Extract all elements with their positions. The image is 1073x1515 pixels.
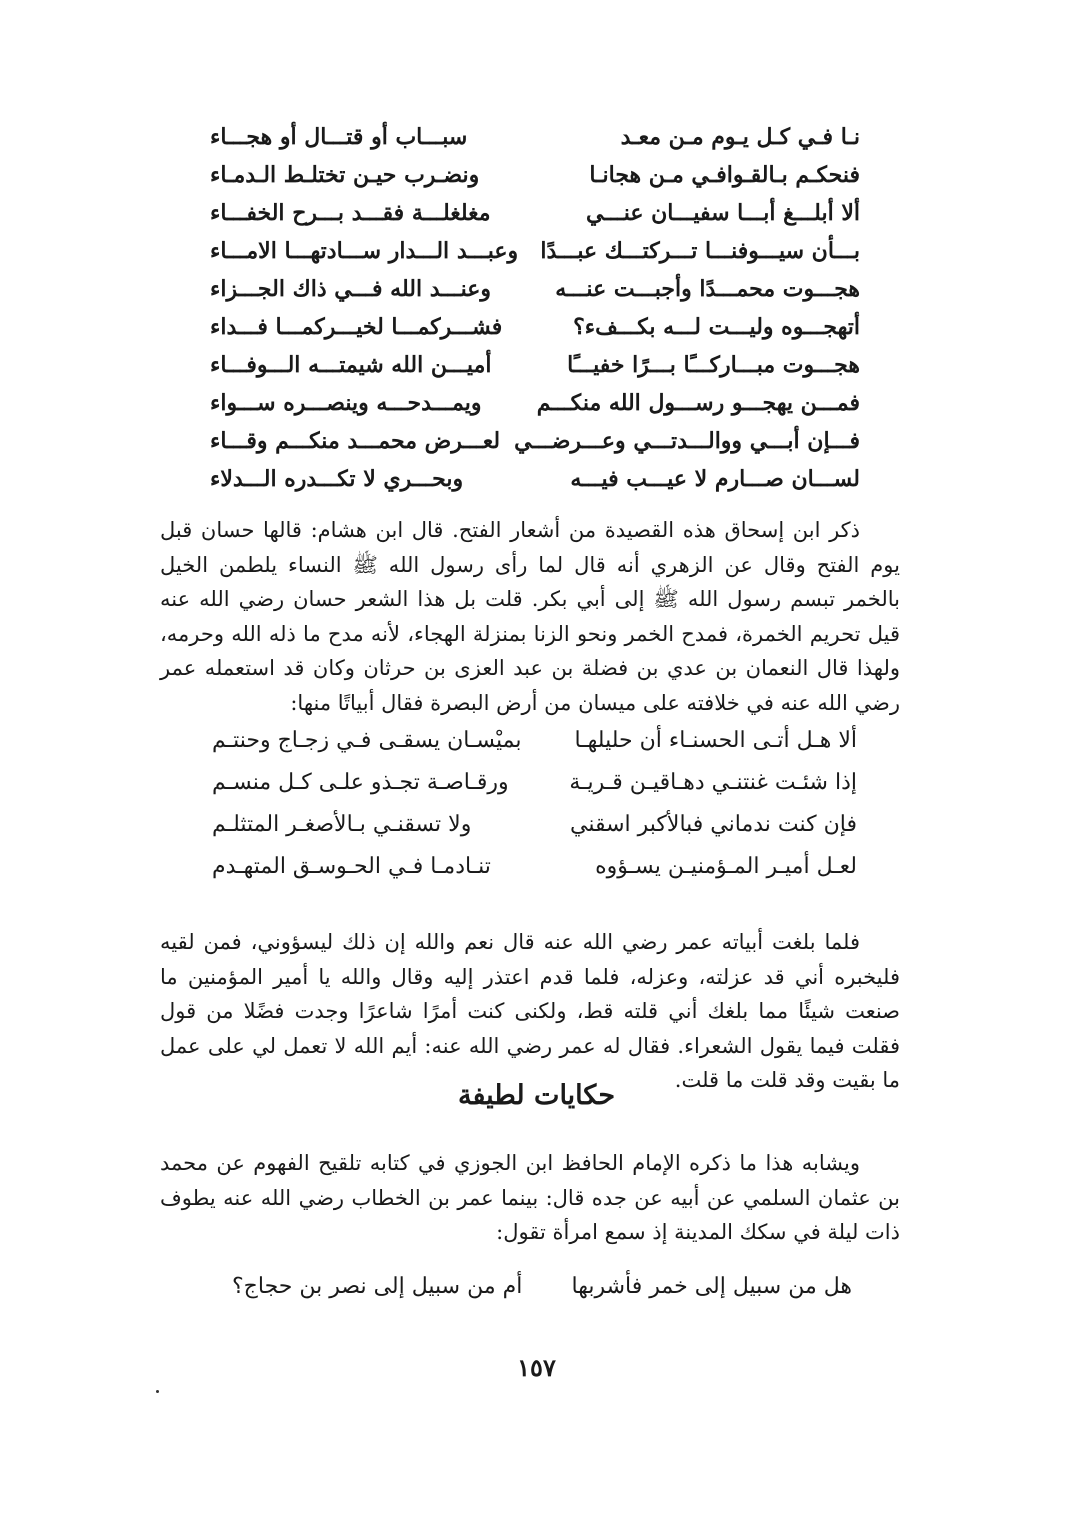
verse-left-hemistich: فشـــركمـــا لخيـــركمـــا فـــداء [210, 314, 503, 340]
section-heading: حكايات لطيفة [457, 1080, 616, 1111]
paragraph-2: فلما بلغت أبياته عمر رضي الله عنه قال نعم والله إن ذلك ليسؤوني، فمن لقيه فليخبره أني قد عزلته، وعزله، فلما قدم اعتذر إليه وقال والله يا أمير المؤمنين ما صنعت شيئًا مما بلغك أني قلته قط، ولكنى كنت أمرًا شاعرًا وجدت فضًلا من قول فقلت فيما يقول الشعراء. فقال له عمر رضي الله عنه: أيم الله لا تعمل لي على عمل ما بقيت وقد قلت ما قلت. [160, 930, 900, 1092]
verse-left-hemistich: لعـــرض محمـــد منكـــم وقـــاء [210, 428, 501, 454]
verse-row [212, 804, 857, 846]
verse-row [210, 232, 860, 270]
verse-right-hemistich: إذا شئـت غنتنـي دهـاقيـن قـريـة [569, 770, 857, 795]
verse-right-hemistich: لســـان صـــارم لا عيـــب فيـــه [570, 466, 860, 492]
verse-left-hemistich: تنـادمـا فـي الحـوسـق المتهـدم [212, 854, 491, 879]
verse-left-hemistich: وعنـــد الله فـــي ذاك الجـــزاء [210, 276, 491, 302]
verse-row [210, 118, 860, 156]
verse-right-hemistich: فإن كنت ندماني فبالأكبر اسقني [570, 812, 857, 837]
paragraph-1: ذكر ابن إسحاق هذه القصيدة من أشعار الفتح. قال ابن هشام: قالها حسان قبل يوم الفتح وقال عن الزهري أنه قال لما رأى رسول الله ﷺ النساء يلطمن الخيل بالخمر تبسم رسول الله ﷺ إلى أبي بكر. قلت بل هذا الشعر حسان رضي الله عنه قيل تحريم الخمرة، فمدح الخمر ونحو الزنا بمنزلة الهجاء، لأنه مدح ما ذله الله وحرمه، ولهذا قال النعمان بن عدي بن فضلة بن عبد العزى بن حرثان وكان قد استعمله عمر رضي الله عنه في خلافته على ميسان من أرض البصرة فقال أبياتًا منها: [160, 518, 900, 715]
verse-right-hemistich: هجـــوت محمـــدًا وأجبـــت عنـــه [555, 276, 860, 302]
verse-left-hemistich: ويمـــدحـــه وينصـــره ســـواء [210, 390, 482, 416]
poem-2 [212, 720, 857, 888]
verse-right-hemistich: فمـــن يهجـــو رســـول الله منكـــم [536, 390, 860, 416]
verse-right-hemistich: لعـل أميـر المـؤمنيـن يسـؤوه [595, 854, 857, 879]
verse-right-hemistich: أتهجـــوه وليـــت لـــه بكـــفء؟ [573, 314, 860, 340]
verse-left-hemistich: ولا تسقنـي بـالأصغـر المتثلـم [212, 812, 472, 837]
scan-speck [156, 1390, 159, 1393]
verse-right-hemistich: بـــأن سيـــوفنـــا تـــركتـــك عبـــدًا [540, 238, 860, 264]
verse-right-hemistich: فـــإن أبـــي ووالـــدتـــي وعـــرضـــي [514, 428, 860, 454]
verse-row [212, 846, 857, 888]
verse-left-hemistich: ورقـاصـة تجـذو علـى كـل منسـم [212, 770, 509, 795]
verse-row [210, 346, 860, 384]
verse-row [210, 308, 860, 346]
verse-left-hemistich: أميـــن الله شيمتـــه الـــوفـــاء [210, 352, 492, 378]
poem-3 [232, 1267, 852, 1307]
verse-left-hemistich: سبـــاب أو قتـــال أو هجـــاء [210, 124, 468, 150]
verse-right-hemistich: فنحكـم بـالقـوافـي مـن هجانـا [589, 162, 860, 188]
verse-row [212, 762, 857, 804]
verse-row [210, 422, 860, 460]
verse-left-hemistich: وعبـــد الـــدار ســـادتهـــا الامـــاء [210, 238, 519, 264]
page-number: ١٥٧ [517, 1353, 556, 1382]
verse-row [210, 270, 860, 308]
verse-right-hemistich: هجـــوت مبـــاركـــًا بـــرًا خفيـــًا [567, 352, 860, 378]
verse-left-hemistich: مغلغلـــة فقـــد بـــرح الخفـــاء [210, 200, 491, 226]
verse-left-hemistich: وبحـــري لا تكـــدره الـــدلاء [210, 466, 464, 492]
verse-row [210, 156, 860, 194]
verse-row [210, 194, 860, 232]
verse-left-hemistich: بميْسـان يسقـى فـي زجـاج وحنتـم [212, 728, 522, 753]
poem-1 [210, 118, 860, 498]
verse-left-hemistich: ونضـرب حيـن تختلـط الـدمـاء [210, 162, 480, 188]
verse-row [212, 720, 857, 762]
paragraph-3: ويشابه هذا ما ذكره الإمام الحافظ ابن الجوزي في كتابه تلقيح الفهوم عن محمد بن عثمان السلمي عن أبيه عن جده قال: بينما عمر بن الخطاب رضي الله عنه يطوف ذات ليلة في سكك المدينة إذ سمع امرأة تقول: [160, 1151, 900, 1244]
verse-row [232, 1267, 852, 1307]
verse-right-hemistich: نـا فـي كـل يـوم مـن معـد [620, 124, 860, 150]
verse-right-hemistich: ألا أبلـــغ أبـــا سفيـــان عنـــي [586, 200, 860, 226]
verse-right-hemistich: هل من سبيل إلى خمر فأشربها [571, 1274, 852, 1299]
verse-right-hemistich: ألا هـل أتـى الحسنـاء أن حليلهـا [574, 728, 857, 753]
verse-row [210, 460, 860, 498]
verse-left-hemistich: أم من سبيل إلى نصر بن حجاج؟ [232, 1274, 523, 1299]
verse-row [210, 384, 860, 422]
